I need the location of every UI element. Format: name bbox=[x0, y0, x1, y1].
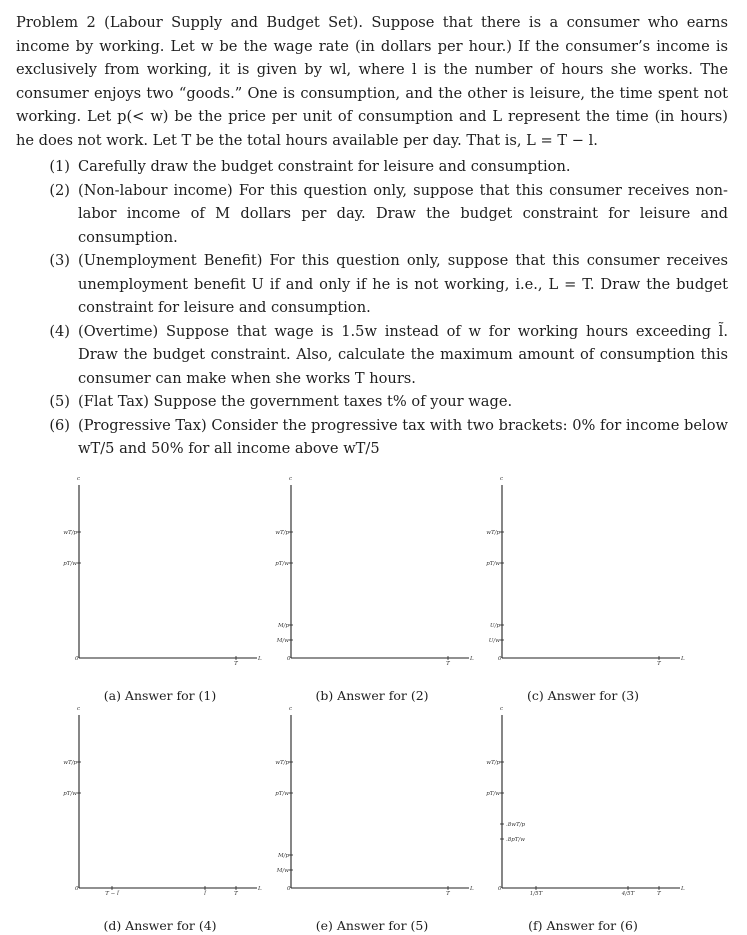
question-text: (Progressive Tax) Consider the progressive tax with two brackets: 0% for income below wT/5 and 50% for all income above wT/5 bbox=[78, 416, 728, 457]
x-tick-label: T bbox=[657, 891, 661, 897]
y-tick-label: .8wT/p bbox=[506, 822, 525, 828]
y-tick-label: wT/p bbox=[486, 530, 500, 536]
origin-label: 0 bbox=[287, 886, 291, 892]
answer-panel-e bbox=[272, 705, 512, 935]
x-tick-label: T − l̃ bbox=[105, 891, 119, 897]
y-axis-label: c bbox=[77, 706, 81, 712]
question-item bbox=[16, 390, 728, 414]
x-axis-label: L bbox=[470, 656, 474, 662]
x-axis-label: L bbox=[470, 886, 474, 892]
y-axis-label: c bbox=[289, 476, 293, 482]
origin-label: 0 bbox=[498, 886, 502, 892]
question-text: (Overtime) Suppose that wage is 1.5w instead of w for working hours exceeding l̃. Draw the budget constraint. Also, calculate the maximum amount of consumption this consumer can make when she works T hours. bbox=[78, 322, 728, 387]
y-tick-label: U/p bbox=[489, 623, 500, 629]
question-item bbox=[16, 249, 728, 320]
question-number: (6) bbox=[49, 416, 70, 434]
figure-caption: (d) Answer for (4) bbox=[103, 918, 217, 933]
question-number: (1) bbox=[49, 158, 70, 175]
figure-caption: (c) Answer for (3) bbox=[526, 688, 640, 703]
x-axis-label: L bbox=[681, 656, 685, 662]
question-text: (Unemployment Benefit) For this question only, suppose that this consumer receives unemployment benefit U if and only if he is not working, i.e., L = T. Draw the budget constraint for leisure and consumption. bbox=[78, 252, 728, 316]
origin-label: 0 bbox=[75, 656, 79, 662]
figure-caption: (f) Answer for (6) bbox=[528, 918, 638, 933]
x-tick-label: 1/5T bbox=[529, 891, 543, 897]
blank-axes-a bbox=[60, 475, 270, 675]
x-axis-label: L bbox=[681, 886, 685, 892]
blank-axes-f bbox=[483, 705, 693, 905]
y-tick-label: pT/w bbox=[63, 561, 77, 567]
origin-label: 0 bbox=[498, 656, 502, 662]
x-tick-label: T bbox=[657, 661, 661, 667]
figure-caption: (a) Answer for (1) bbox=[103, 688, 217, 703]
y-tick-label: wT/p bbox=[275, 530, 289, 536]
question-number: (2) bbox=[49, 181, 70, 199]
x-tick-label: T bbox=[234, 891, 238, 897]
origin-label: 0 bbox=[287, 656, 291, 662]
question-item bbox=[16, 414, 728, 461]
y-tick-label: M/w bbox=[276, 638, 289, 644]
answer-panel-b bbox=[272, 475, 512, 705]
question-item bbox=[16, 320, 728, 391]
question-item bbox=[16, 155, 728, 179]
x-tick-label: 4/5T bbox=[621, 891, 635, 897]
question-text: (Non-labour income) For this question only, suppose that this consumer receives non-labor income of M dollars per day. Draw the budget constraint for leisure and consumption. bbox=[78, 181, 728, 246]
y-tick-label: wT/p bbox=[63, 530, 77, 536]
x-tick-label: T bbox=[446, 891, 450, 897]
y-tick-label: .8pT/w bbox=[506, 837, 525, 843]
x-tick-label: T bbox=[234, 661, 238, 667]
y-tick-label: pT/w bbox=[63, 791, 77, 797]
y-tick-label: wT/p bbox=[63, 760, 77, 766]
y-axis-label: c bbox=[500, 476, 504, 482]
origin-label: 0 bbox=[75, 886, 79, 892]
blank-axes-b bbox=[272, 475, 482, 675]
figure-caption: (b) Answer for (2) bbox=[315, 688, 429, 703]
blank-axes-c bbox=[483, 475, 693, 675]
y-axis-label: c bbox=[77, 476, 81, 482]
answer-panel-d bbox=[60, 705, 300, 935]
answer-panel-c bbox=[483, 475, 723, 705]
y-tick-label: pT/w bbox=[486, 561, 500, 567]
y-tick-label: M/p bbox=[277, 623, 289, 629]
y-tick-label: pT/w bbox=[275, 791, 289, 797]
y-tick-label: wT/p bbox=[275, 760, 289, 766]
question-item bbox=[16, 179, 728, 250]
question-list bbox=[16, 155, 728, 461]
question-number: (5) bbox=[49, 393, 70, 410]
y-tick-label: pT/w bbox=[275, 561, 289, 567]
question-text: (Flat Tax) Suppose the government taxes t% of your wage. bbox=[78, 393, 513, 410]
x-tick-label: l̃ bbox=[204, 891, 206, 897]
y-tick-label: pT/w bbox=[486, 791, 500, 797]
x-axis-label: L bbox=[258, 886, 262, 892]
question-number: (3) bbox=[49, 252, 70, 269]
answer-panel-f bbox=[483, 705, 723, 935]
answer-panel-a bbox=[60, 475, 300, 705]
question-number: (4) bbox=[49, 322, 70, 340]
figure-caption: (e) Answer for (5) bbox=[315, 918, 429, 933]
blank-axes-d bbox=[60, 705, 270, 905]
y-tick-label: wT/p bbox=[486, 760, 500, 766]
question-text: Carefully draw the budget constraint for leisure and consumption. bbox=[78, 158, 571, 175]
y-tick-label: U/w bbox=[488, 638, 500, 644]
y-tick-label: M/w bbox=[276, 868, 289, 874]
y-axis-label: c bbox=[289, 706, 293, 712]
blank-axes-e bbox=[272, 705, 482, 905]
problem-statement: Problem 2 (Labour Supply and Budget Set). Suppose that there is a consumer who earns income by working. Let w be the wage rate (in dollars per hour.) If the consumer’s income is exclusively from working, it is given by wl, where l is the number of hours she works. The consumer enjoys two “goods.” One is consumption, and the other is leisure, the time spent not working. Let p(< w) be the price per unit of consumption and L represent the time (in hours) he does not work. Let T be the total hours available per day. That is, L = T − l. bbox=[16, 14, 728, 149]
x-tick-label: T bbox=[446, 661, 450, 667]
x-axis-label: L bbox=[258, 656, 262, 662]
y-axis-label: c bbox=[500, 706, 504, 712]
y-tick-label: M/p bbox=[277, 853, 289, 859]
